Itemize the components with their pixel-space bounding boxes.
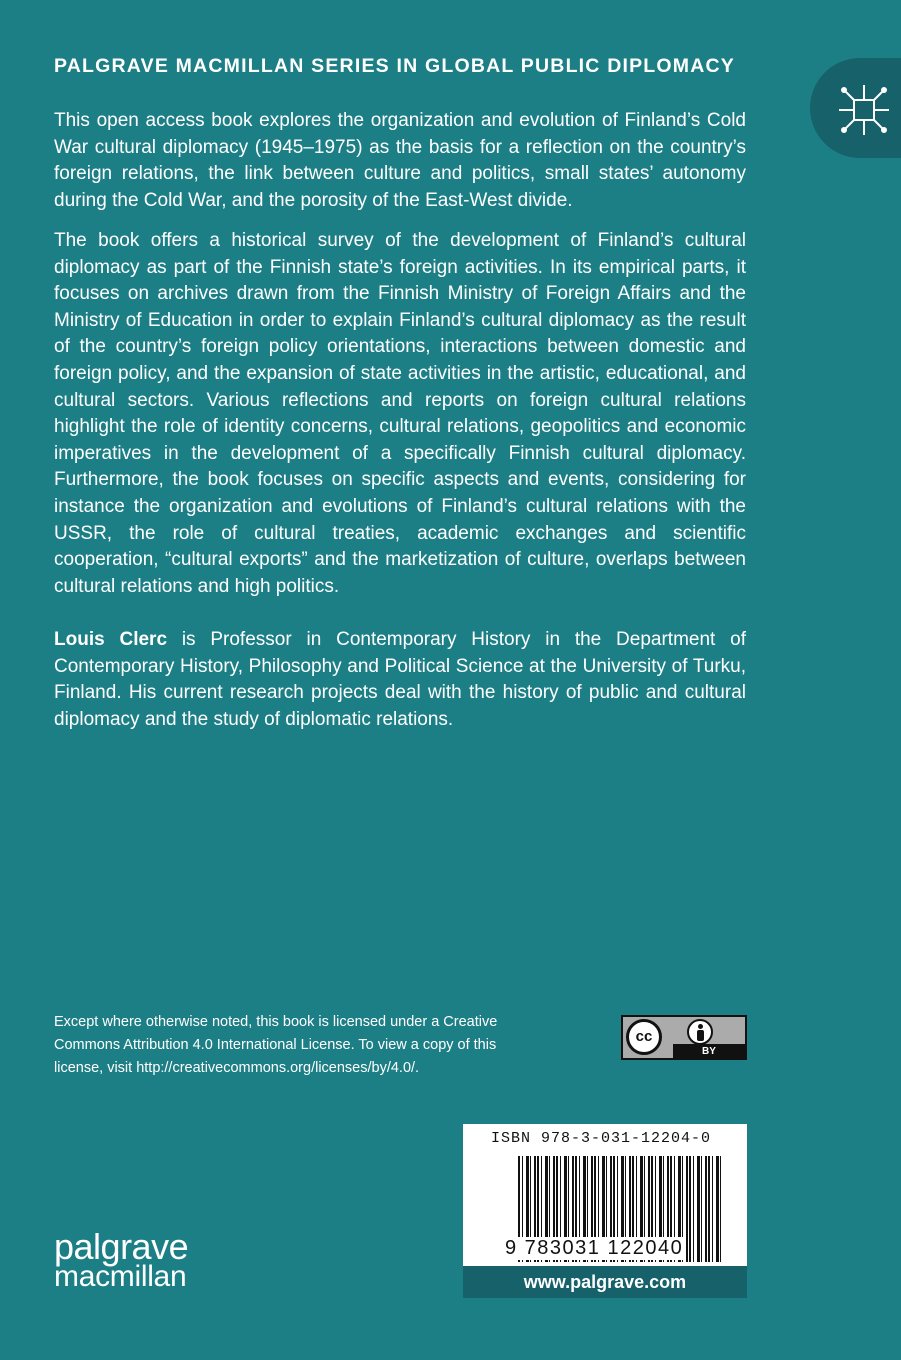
description-paragraph-1 bbox=[54, 108, 746, 214]
cc-icon: cc bbox=[626, 1019, 662, 1055]
publisher-website: www.palgrave.com bbox=[463, 1266, 747, 1298]
author-bio bbox=[54, 627, 746, 733]
isbn-label: ISBN 978-3-031-12204-0 bbox=[491, 1130, 712, 1147]
cc-by-badge bbox=[621, 1015, 747, 1060]
series-title: PALGRAVE MACMILLAN SERIES IN GLOBAL PUBLIC DIPLOMACY bbox=[54, 55, 735, 77]
publisher-logo bbox=[54, 1226, 189, 1293]
barcode-box bbox=[463, 1124, 747, 1298]
barcode-digits: 9 783031 122040 bbox=[505, 1237, 684, 1259]
author-name: Louis Clerc bbox=[54, 629, 168, 650]
author-bio-text bbox=[54, 627, 746, 733]
by-label: BY bbox=[702, 1046, 716, 1057]
publisher-name-line1: palgrave bbox=[54, 1226, 189, 1267]
author-bio-rest: is Professor in Contemporary History in the Department of Contemporary History, Philosophy and Political Science at the University of Turku, Finland. His current research projects deal with the history of public and cultural diplomacy and the study of diplomatic relations. bbox=[54, 629, 746, 730]
network-icon bbox=[836, 82, 892, 138]
paragraph-text: This open access book explores the organization and evolution of Finland’s Cold War cultural diplomacy (1945–1975) as the basis for a reflection on the country’s foreign relations, the link between culture and politics, small states’ autonomy during the Cold War, and the porosity of the East-West divide. bbox=[54, 110, 746, 211]
paragraph-text: The book offers a historical survey of the development of Finland’s cultural diplomacy as part of the Finnish state’s foreign activities. In its empirical parts, it focuses on archives drawn from the Finnish Ministry of Foreign Affairs and the Ministry of Education in order to explain Finland’s cultural diplomacy as the result of the country’s foreign policy orientations, interactions between domestic and foreign policy, and the expansion of state activities in the artistic, educational, and cultural sectors. Various reflections and reports on foreign cultural relations highlight the role of identity concerns, cultural relations, geopolitics and economic imperatives in the development of a specifically Finnish cultural diplomacy. Furthermore, the book focuses on specific aspects and events, considering for instance the organization and evolutions of Finland’s cultural relations with the USSR, the role of cultural treaties, academic exchanges and scientific cooperation, “cultural exports” and the marketization of culture, overlaps between cultural relations and high politics. bbox=[54, 230, 746, 597]
description-paragraph-2 bbox=[54, 228, 746, 600]
publisher-name-line2: macmillan bbox=[54, 1260, 187, 1293]
attribution-person-icon bbox=[687, 1019, 713, 1045]
license-notice: Except where otherwise noted, this book is licensed under a Creative Commons Attribution 4.0 International License. To view a copy of this license, visit http://creativecommons.org/licenses/by/4.0/. bbox=[54, 1014, 498, 1076]
series-badge bbox=[810, 58, 901, 158]
